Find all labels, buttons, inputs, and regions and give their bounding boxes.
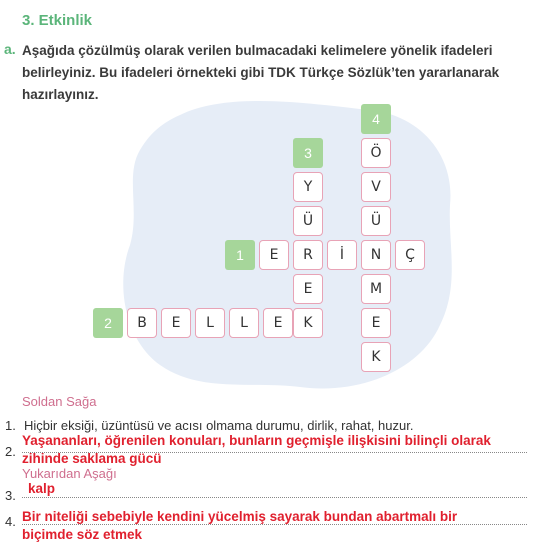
- puzzle-cell: Y: [293, 172, 323, 202]
- clue-number-1: 1: [225, 240, 255, 270]
- clue-number-2: 2: [93, 308, 123, 338]
- puzzle-cell: B: [127, 308, 157, 338]
- item-2-answer: Yaşananları, öğrenilen konuları, bunların geçmişle ilişkisini bilinçli olarak zihinde saklama gücü: [22, 433, 491, 466]
- answer-line: [22, 497, 527, 498]
- instruction-body: Aşağıda çözülmüş olarak verilen bulmacadaki kelimelere yönelik ifadeleri belirleyiniz. Bu ifadeleri örnekteki gibi TDK Türkçe Sözlük’ten yararlanarak hazırlayınız.: [22, 43, 500, 102]
- question-marker: a.: [4, 41, 16, 57]
- puzzle-cell: İ: [327, 240, 357, 270]
- puzzle-cell: V: [361, 172, 391, 202]
- item-1-number: 1.: [5, 418, 16, 433]
- item-3-answer: kalp: [28, 481, 56, 496]
- puzzle-cell: E: [259, 240, 289, 270]
- item-4-answer: Bir niteliği sebebiyle kendini yücelmiş sayarak bundan abartmalı bir biçimde söz etmek: [22, 509, 458, 542]
- puzzle-cell: Ç: [395, 240, 425, 270]
- clue-number-4: 4: [361, 104, 391, 134]
- puzzle-cell: Ü: [293, 206, 323, 236]
- puzzle-cell: Ü: [361, 206, 391, 236]
- item-4-number: 4.: [5, 514, 16, 529]
- item-2-number: 2.: [5, 444, 16, 459]
- puzzle-cell: E: [161, 308, 191, 338]
- activity-title: 3. Etkinlik: [22, 12, 93, 29]
- puzzle-cell: L: [229, 308, 259, 338]
- puzzle-cell: Ö: [361, 138, 391, 168]
- puzzle-cell: L: [195, 308, 225, 338]
- puzzle-cell: R: [293, 240, 323, 270]
- puzzle-cell: E: [263, 308, 293, 338]
- across-heading: Soldan Sağa: [22, 394, 97, 409]
- puzzle-cell: E: [293, 274, 323, 304]
- clue-number-3: 3: [293, 138, 323, 168]
- item-1-text: Hiçbir eksiği, üzüntüsü ve acısı olmama durumu, dirlik, rahat, huzur.: [24, 418, 414, 433]
- puzzle-cell: E: [361, 308, 391, 338]
- puzzle-cell: M: [361, 274, 391, 304]
- puzzle-cell: K: [293, 308, 323, 338]
- puzzle-cell: N: [361, 240, 391, 270]
- down-heading: Yukarıdan Aşağı: [22, 466, 117, 481]
- puzzle-cell: K: [361, 342, 391, 372]
- item-3-number: 3.: [5, 488, 16, 503]
